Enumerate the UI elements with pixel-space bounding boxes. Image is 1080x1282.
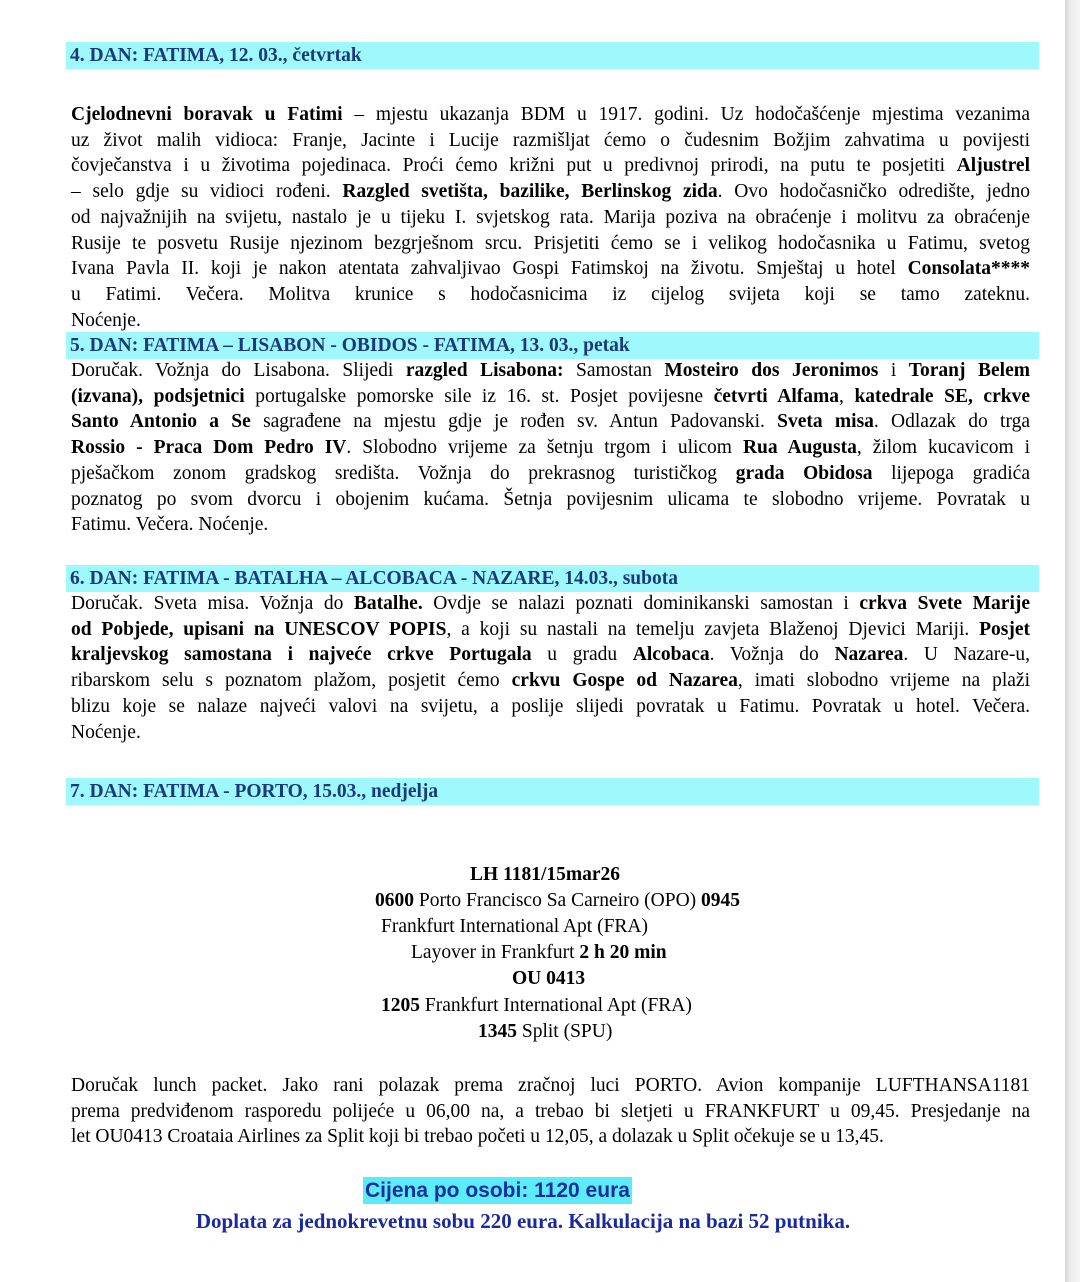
- text-line: (izvana), podsjetnici portugalske pomorske sile iz 16. st. Posjet povijesne četvrti Alfama, katedrale SE, crkve: [71, 385, 1030, 407]
- day4-paragraph: [71, 102, 1030, 333]
- text-line: Fatimu. Večera. Noćenje.: [71, 514, 269, 536]
- text-line: blizu koje se nalaze najveći valovi na svijetu, a poslije slijedi povratak u Fatimu. Povratak u hotel. Večera.: [71, 695, 1030, 717]
- text-line: Ivana Pavla II. koji je nakon atentata zahvaljivao Gospi Fatimskoj na životu. Smještaj u hotel Consolata****: [71, 258, 1030, 280]
- flight-line: Frankfurt International Apt (FRA): [381, 916, 648, 937]
- day5-heading: 5. DAN: FATIMA – LISABON - OBIDOS - FATIMA, 13. 03., petak: [66, 332, 1039, 359]
- flight-line: Layover in Frankfurt 2 h 20 min: [411, 942, 667, 963]
- flight-line: 1205 Frankfurt International Apt (FRA): [381, 995, 692, 1016]
- text-line: čovječanstva i u životima pojedinaca. Proći ćemo križni put u predivnoj prirodi, na putu te posjetiti Aljustrel: [71, 155, 1030, 177]
- text-line: prema predviđenom rasporedu polijeće u 06,00 na, a trebao bi sletjeti u FRANKFURT u 09,45. Presjedanje na: [71, 1100, 1030, 1122]
- day5-paragraph: [71, 358, 1030, 538]
- flight-line: 0600 Porto Francisco Sa Carneiro (OPO) 0945: [375, 890, 741, 911]
- day6-heading: 6. DAN: FATIMA - BATALHA – ALCOBACA - NAZARE, 14.03., subota: [66, 565, 1039, 592]
- text-line: Doručak lunch packet. Jako rani polazak prema zračnoj luci PORTO. Avion kompanije LUFTHANSA1181: [71, 1075, 1030, 1096]
- text-line: – selo gdje su vidioci rođeni. Razgled svetišta, bazilike, Berlinskog zida. Ovo hodočasničko odredište, jedno: [71, 181, 1030, 203]
- text-line: Noćenje.: [71, 309, 141, 331]
- text-line: Doručak. Sveta misa. Vožnja do Batalhe. Ovdje se nalazi poznati dominikanski samostan i crkva Svete Marije: [71, 593, 1031, 614]
- text-line: od Pobjede, upisani na UNESCOV POPIS, a koji su nastali na temelju zavjeta Blaženoj Djevici Mariji. Posjet: [71, 618, 1030, 640]
- price-highlight: Cijena po osobi: 1120 eura: [365, 1179, 630, 1202]
- text-line: Rusije te posvetu Rusije njezinom bezgrješnom srcu. Prisjetiti ćemo se i velikog hodočasnika u Fatimu, svetog: [71, 232, 1030, 254]
- flight-line: LH 1181/15mar26: [470, 864, 621, 885]
- flight-line: OU 0413: [512, 968, 586, 989]
- day7-paragraph: [71, 1073, 1030, 1150]
- text-line: kraljevskog samostana i najveće crkve Portugala u gradu Alcobaca. Vožnja do Nazarea. U Nazare-u,: [71, 644, 1030, 666]
- single-room-supplement-note: Doplata za jednokrevetnu sobu 220 eura. Kalkulacija na bazi 52 putnika.: [195, 1209, 851, 1233]
- text-line: poznatog po svom dvorcu i obojenim kućama. Šetnja povijesnim ulicama te slobodno vrijeme. Povratak u: [71, 488, 1030, 510]
- flight-line: 1345 Split (SPU): [478, 1021, 613, 1042]
- text-line: od najvažnijih na svijetu, nastalo je u tijeku I. svjetskog rata. Marija poziva na obraćenje i molitvu za obraćenje: [71, 206, 1030, 228]
- text-line: u Fatimi. Večera. Molitva krunice s hodočasnicima iz cijelog svijeta koji se tamo zateknu.: [71, 283, 1030, 305]
- page-edge-shadow: [1065, 0, 1080, 1282]
- text-line: uz život malih vidioca: Franje, Jacinte i Lucije razmišljat ćemo o čudesnim Božjim zahvatima u povijesti: [71, 129, 1030, 151]
- text-line: Noćenje.: [71, 721, 141, 743]
- text-line: pješačkom zonom gradskog središta. Vožnja do prekrasnog turističkog grada Obidosa lijepoga gradića: [71, 462, 1030, 484]
- text-line: let OU0413 Croataia Airlines za Split koji bi trebao početi u 12,05, a dolazak u Split očekuje se u 13,45.: [71, 1126, 884, 1148]
- text-line: Santo Antonio a Se sagrađene na mjestu gdje je rođen sv. Antun Padovanski. Sveta misa. Odlazak do trga: [71, 411, 1030, 433]
- day4-heading: 4. DAN: FATIMA, 12. 03., četvrtak: [66, 42, 1039, 69]
- day6-paragraph: [71, 591, 1030, 745]
- text-line: Rossio - Praca Dom Pedro IV. Slobodno vrijeme za šetnju trgom i ulicom Rua Augusta, žilom kucavicom i: [71, 437, 1030, 459]
- text-line: Cjelodnevni boravak u Fatimi – mjestu ukazanja BDM u 1917. godini. Uz hodočašćenje mjestima vezanima: [71, 104, 1031, 125]
- text-line: Doručak. Vožnja do Lisabona. Slijedi razgled Lisabona: Samostan Mosteiro dos Jeronimos i Toranj Belem: [71, 360, 1030, 381]
- text-line: ribarskom selu s poznatom plažom, posjetit ćemo crkvu Gospe od Nazarea, imati slobodno vrijeme na plaži: [71, 670, 1031, 692]
- day7-heading: 7. DAN: FATIMA - PORTO, 15.03., nedjelja: [66, 778, 1039, 805]
